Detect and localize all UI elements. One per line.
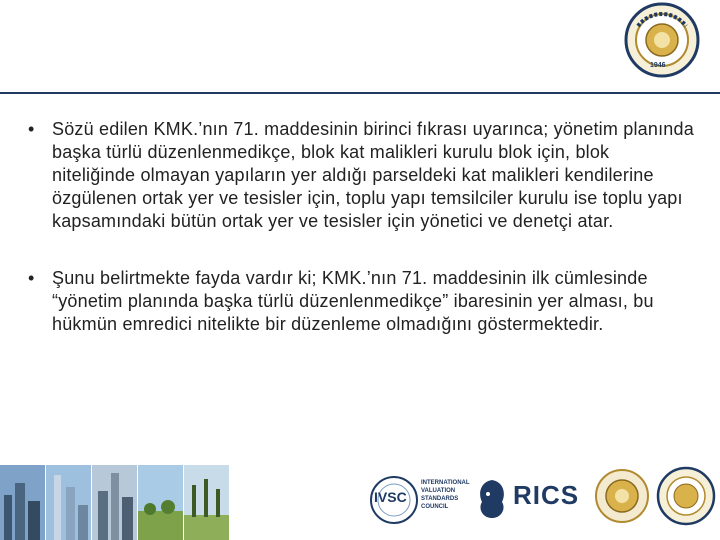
seal-logo-icon <box>594 468 650 524</box>
university-logo <box>624 2 700 78</box>
bullet-marker: • <box>28 268 35 288</box>
footer-photo-landscape <box>138 465 183 540</box>
logo-year: 1946 <box>650 62 666 69</box>
ivsc-label: IVSC <box>374 489 407 505</box>
ivsc-text: INTERNATIONAL VALUATION STANDARDS COUNCIL <box>421 480 470 510</box>
header-divider <box>0 92 720 94</box>
footer-photo-towers <box>46 465 91 540</box>
rics-lion-icon <box>474 476 510 522</box>
bullet-item-2 <box>28 267 696 336</box>
rics-label: RICS <box>513 480 580 510</box>
footer-photo-skyscrapers <box>92 465 137 540</box>
bullet-item-1 <box>28 118 696 233</box>
footer-photo-trees <box>184 465 229 540</box>
footer-photo-city-skyline <box>0 465 45 540</box>
bullet-marker: • <box>28 119 35 139</box>
bullet-text: Şunu belirtmekte fayda vardır ki; KMK.’nın 71. maddesinin ilk cümlesinde “yönetim planında başka türlü düzenlenmedikçe” ibaresinin yer alması, bu hükmün emredici nitelikte bir düzenleme olmadığını göstermektedir. <box>52 268 654 334</box>
bullet-text: Sözü edilen KMK.’nın 71. maddesinin birinci fıkrası uyarınca; yönetim planında başka türlü düzenlenmedikçe, blok kat malikleri kurulu blok için, blok niteliğinde olmayan yapıların yer aldığı parseldeki kat malikleri kendilerine özgülenen ortak yer ve tesisler için, toplu yapı temsilciler kurulu ise toplu yapı kapsamındaki bütün ortak yer ve tesisler için yönetici ve denetçi atar. <box>52 119 694 231</box>
ankara-university-seal-small-icon <box>656 466 716 526</box>
slide-body <box>28 118 696 336</box>
